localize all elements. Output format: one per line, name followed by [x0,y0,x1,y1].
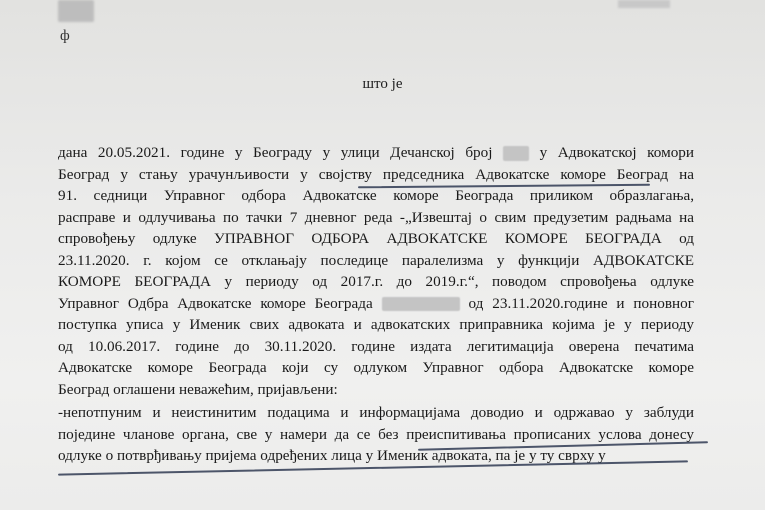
text-line [58,185,694,207]
line-text: од 23.11.2020.године и поновног [468,294,694,312]
paragraph-1 [58,142,694,400]
redaction-block [382,297,460,311]
text-line [58,314,694,336]
page-mark: ф [60,28,70,44]
text-line [58,402,694,424]
line-text: КОМОРЕ БЕОГРАДА у периоду од 2017.г. до 2019.г.“, поводом спровођења одлуке [58,273,694,290]
line-text: Адвокатске коморе Београда који су одлуком Управног одбора Адвокатске коморе [58,359,694,376]
text-line [58,424,694,446]
line-text: 23.11.2020. г. којом се отклањају последице паралелизма у функцији АДВОКАТСКЕ [58,251,694,269]
redaction-block [503,146,529,161]
text-line [58,228,694,250]
paragraph-2 [58,402,694,467]
line-text: од 10.06.2017. године до 30.11.2020. године издата легитимација оверена печатима [58,337,694,355]
line-text: поједине чланове органа, све у намери да се без преиспитивања прописаних услова донесу [58,425,694,443]
redaction-block [58,0,94,22]
redaction-block [618,0,670,8]
text-line [58,164,694,186]
line-text: спровођењу одлуке УПРАВНОГ ОДБОРА АДВОКАТСКЕ КОМОРЕ БЕОГРАДА од [58,230,694,247]
text-line [58,379,694,401]
line-text: Управног Одбра Адвокатске коморе Београда [58,294,373,312]
line-text: Београд оглашени неважећим, пријављени: [58,380,338,398]
line-text: одлуке о потврђивању пријема одређених лица у Именик адвоката, па је у ту сврху у [58,447,606,464]
line-text: поступка уписа у Именик свих адвоката и адвокатских приправника којима је у периоду [58,316,694,333]
line-text: -непотпуним и неистинитим подацима и информацијама доводио и одржавао у заблуди [58,404,694,421]
line-text: дана 20.05.2021. године у Београду у улици Дечанској број [58,144,493,161]
text-line [58,293,694,315]
text-line [58,207,694,229]
text-line [58,271,694,293]
text-line [58,357,694,379]
text-line [58,336,694,358]
line-text: 91. седници Управног одбора Адвокатске коморе Београда приликом образлагања, [58,187,694,204]
line-text: у Адвокатској комори [539,144,695,161]
text-line [58,250,694,272]
section-heading: што је [362,76,403,92]
line-text: расправе и одлучивања по тачки 7 дневног реда -„Извештај о свим предузетим радњама на [58,208,694,226]
line-text: Београд у стању урачунљивости у својству председника Адвокатске коморе Београд на [58,165,694,183]
text-line [58,142,694,164]
